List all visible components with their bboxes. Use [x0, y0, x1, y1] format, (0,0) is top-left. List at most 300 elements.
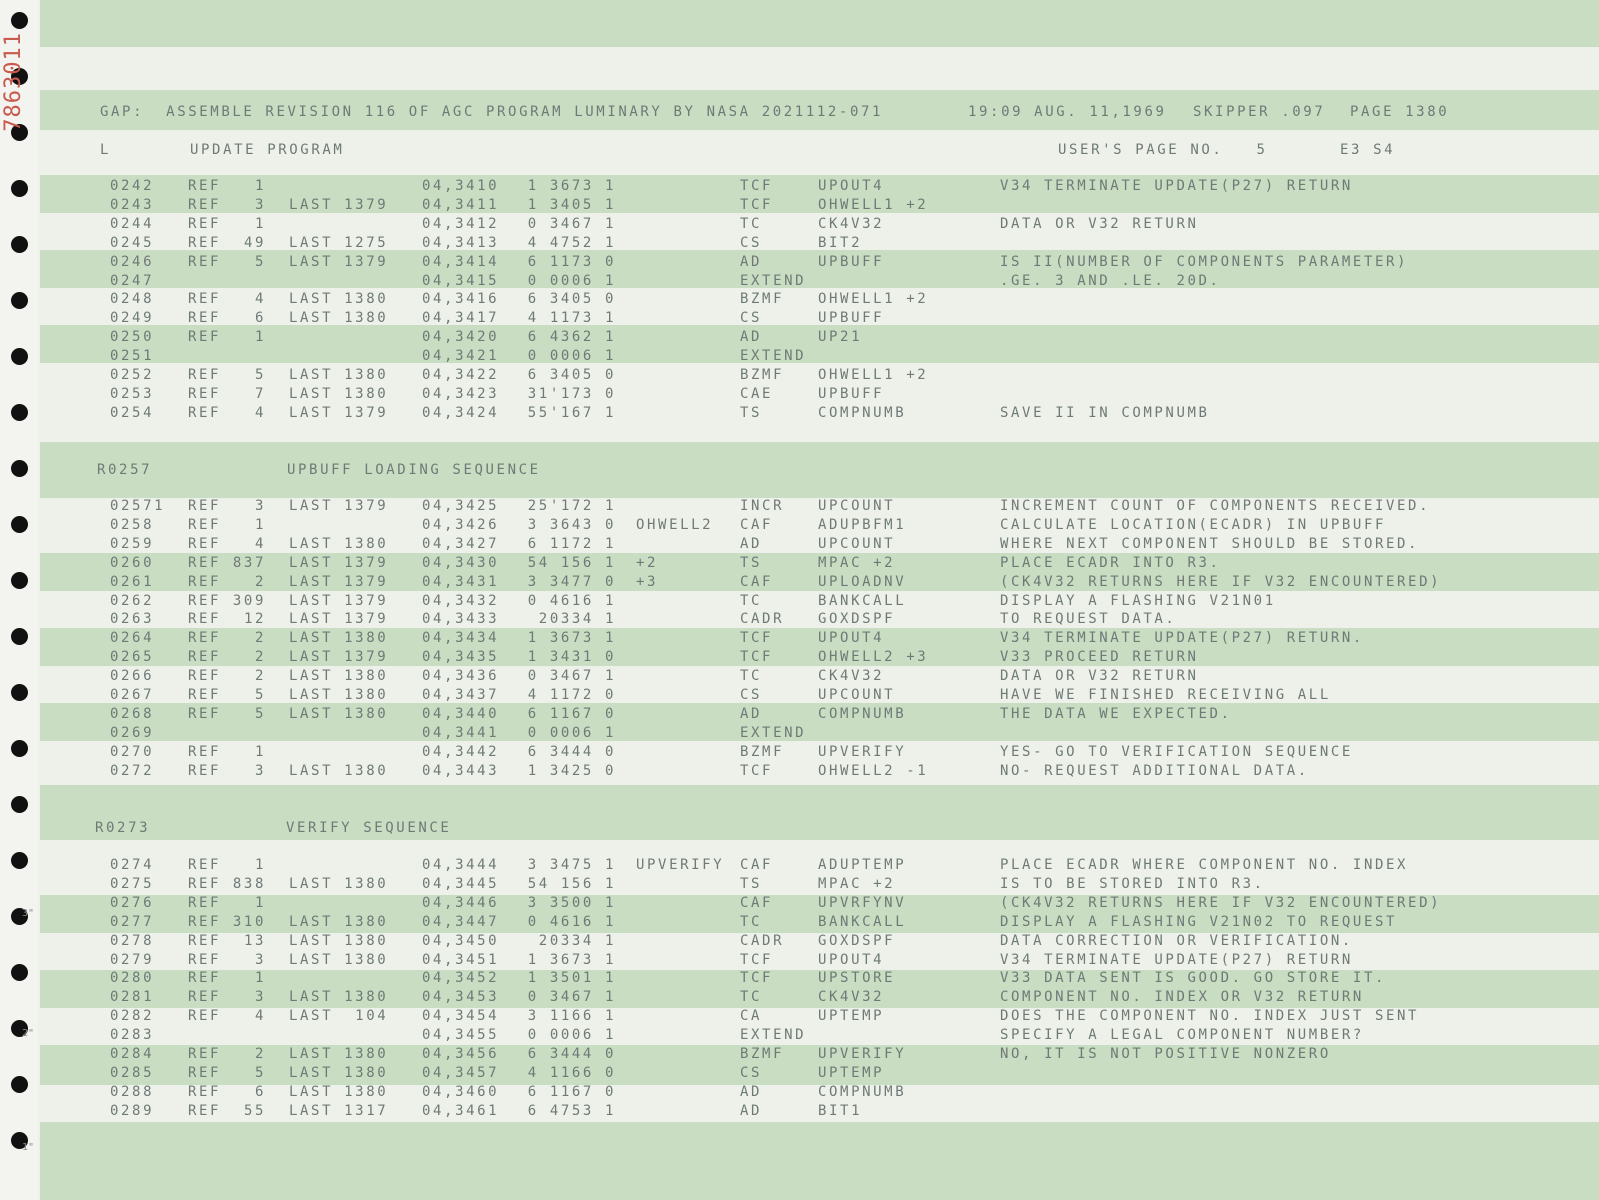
octal-code: 55'167 1	[527, 404, 616, 421]
operand: UPBUFF	[818, 385, 885, 402]
punch-hole-icon	[11, 348, 28, 365]
ref-tag: REF	[188, 989, 222, 1006]
address: 04,3412	[422, 215, 500, 232]
octal-code: 0 3467 1	[527, 215, 616, 232]
ref-tag: REF	[188, 234, 222, 251]
address: 04,3430	[422, 554, 500, 571]
operand: BIT2	[818, 234, 863, 251]
octal-code: 0 3467 1	[527, 668, 616, 685]
opcode: CS	[740, 1064, 763, 1081]
ref-tag: REF	[188, 630, 222, 647]
opcode: TCF	[740, 970, 774, 987]
octal-code: 3 3475 1	[527, 857, 616, 873]
line-number: 0251	[110, 348, 155, 365]
comment: IS II(NUMBER OF COMPONENTS PARAMETER)	[1000, 253, 1409, 270]
line-number: 0279	[110, 951, 155, 968]
address: 04,3431	[422, 573, 500, 590]
paper-band	[40, 442, 1599, 498]
opcode: CA	[740, 1008, 763, 1025]
address: 04,3424	[422, 404, 500, 421]
octal-code: 3 3643 0	[527, 516, 616, 533]
octal-code: 0 0006 1	[527, 348, 616, 365]
punch-hole-icon	[11, 572, 28, 589]
line-number: 0249	[110, 310, 155, 327]
comment: PLACE ECADR INTO R3.	[1000, 554, 1221, 571]
ref-count: 3	[254, 951, 266, 968]
comment: TO REQUEST DATA.	[1000, 611, 1177, 628]
ref-tag: REF	[188, 857, 222, 873]
punch-hole-icon	[11, 964, 28, 981]
line-number: 0270	[110, 743, 155, 760]
address: 04,3440	[422, 705, 500, 722]
ref-count: 12	[243, 611, 266, 628]
section-heading: UPBUFF LOADING SEQUENCE	[287, 462, 541, 478]
operand: UPCOUNT	[818, 687, 896, 703]
punch-hole-icon	[11, 852, 28, 869]
opcode: CADR	[740, 611, 785, 628]
timestamp: 19:09 AUG. 11,1969	[968, 104, 1167, 120]
line-number: 0254	[110, 404, 155, 421]
section-id: R0257	[97, 462, 153, 478]
ref-tag: REF	[188, 404, 222, 421]
octal-code: 25'172 1	[527, 498, 616, 514]
opcode: TCF	[740, 178, 774, 194]
operand: OHWELL1 +2	[818, 196, 929, 213]
opcode: CAE	[740, 385, 774, 402]
octal-code: 4 4752 1	[527, 234, 616, 251]
operand: UPOUT4	[818, 951, 885, 968]
opcode: CS	[740, 687, 763, 703]
ref-count: 837	[232, 554, 266, 571]
operand: CK4V32	[818, 989, 885, 1006]
line-number: 0265	[110, 649, 155, 666]
operand: OHWELL2 -1	[818, 762, 929, 779]
ref-count: 3	[254, 196, 266, 213]
opcode: CAF	[740, 516, 774, 533]
ref-tag: REF	[188, 875, 222, 892]
last-ref: LAST 104	[289, 1008, 389, 1025]
ref-tag: REF	[188, 196, 222, 213]
ref-tag: REF	[188, 1064, 222, 1081]
octal-code: 1 3673 1	[527, 951, 616, 968]
comment: NO, IT IS NOT POSITIVE NONZERO	[1000, 1046, 1331, 1062]
operand: UPOUT4	[818, 178, 885, 194]
comment: V34 TERMINATE UPDATE(P27) RETURN	[1000, 178, 1353, 194]
opcode: CAF	[740, 894, 774, 911]
octal-code: 6 1172 1	[527, 535, 616, 552]
opcode: BZMF	[740, 367, 785, 383]
opcode: CS	[740, 310, 763, 327]
operand: MPAC +2	[818, 554, 896, 571]
line-number: 0263	[110, 611, 155, 628]
opcode: AD	[740, 535, 763, 552]
ref-tag: REF	[188, 329, 222, 346]
punch-hole-icon	[11, 740, 28, 757]
line-number: 0246	[110, 253, 155, 270]
operand: COMPNUMB	[818, 1083, 907, 1100]
address: 04,3437	[422, 687, 500, 703]
line-number: 0283	[110, 1027, 155, 1044]
ref-count: 1	[254, 178, 266, 194]
paper-band	[40, 1122, 1599, 1200]
last-ref: LAST 1379	[289, 253, 389, 270]
comment: V33 DATA SENT IS GOOD. GO STORE IT.	[1000, 970, 1387, 987]
ref-count: 2	[254, 668, 266, 685]
operand: ADUPTEMP	[818, 857, 907, 873]
last-ref: LAST 1380	[289, 1046, 389, 1062]
statement-label: +3	[636, 573, 659, 590]
ref-count: 4	[254, 1008, 266, 1025]
last-ref: LAST 1380	[289, 951, 389, 968]
opcode: EXTEND	[740, 348, 807, 365]
opcode: TS	[740, 554, 763, 571]
last-ref: LAST 1380	[289, 310, 389, 327]
ruler-mark: 1"	[22, 1142, 35, 1153]
ref-count: 1	[254, 329, 266, 346]
octal-code: 0 0006 1	[527, 724, 616, 741]
ref-count: 1	[254, 970, 266, 987]
operand: MPAC +2	[818, 875, 896, 892]
line-number: 0281	[110, 989, 155, 1006]
ref-count: 2	[254, 573, 266, 590]
ruler-mark: 2"	[22, 1028, 35, 1039]
line-number: 0272	[110, 762, 155, 779]
opcode: TCF	[740, 762, 774, 779]
last-ref: LAST 1380	[289, 705, 389, 722]
operand: UPVERIFY	[818, 743, 907, 760]
opcode: TCF	[740, 649, 774, 666]
address: 04,3447	[422, 913, 500, 930]
comment: V34 TERMINATE UPDATE(P27) RETURN	[1000, 951, 1353, 968]
address: 04,3414	[422, 253, 500, 270]
ref-tag: REF	[188, 1083, 222, 1100]
line-number: 0266	[110, 668, 155, 685]
line-number: 0284	[110, 1046, 155, 1062]
octal-code: 6 3444 0	[527, 1046, 616, 1062]
operand: BANKCALL	[818, 913, 907, 930]
ref-count: 4	[254, 404, 266, 421]
operand: UPVRFYNV	[818, 894, 907, 911]
opcode: TS	[740, 875, 763, 892]
operand: COMPNUMB	[818, 705, 907, 722]
comment: SPECIFY A LEGAL COMPONENT NUMBER?	[1000, 1027, 1364, 1044]
ref-count: 13	[243, 932, 266, 949]
opcode: TS	[740, 404, 763, 421]
operand: GOXDSPF	[818, 932, 896, 949]
ref-tag: REF	[188, 951, 222, 968]
opcode: CS	[740, 234, 763, 251]
octal-code: 54 156 1	[527, 554, 616, 571]
line-number: 0282	[110, 1008, 155, 1025]
opcode: EXTEND	[740, 272, 807, 289]
comment: (CK4V32 RETURNS HERE IF V32 ENCOUNTERED)	[1000, 894, 1442, 911]
line-number: 0244	[110, 215, 155, 232]
comment: IS TO BE STORED INTO R3.	[1000, 875, 1265, 892]
page-number: PAGE 1380	[1350, 104, 1450, 120]
octal-code: 20334 1	[538, 611, 616, 628]
last-ref: LAST 1379	[289, 498, 389, 514]
address: 04,3434	[422, 630, 500, 647]
ref-tag: REF	[188, 253, 222, 270]
last-ref: LAST 1380	[289, 913, 389, 930]
ref-tag: REF	[188, 516, 222, 533]
operand: UPOUT4	[818, 630, 885, 647]
comment: PLACE ECADR WHERE COMPONENT NO. INDEX	[1000, 857, 1409, 873]
octal-code: 6 3405 0	[527, 291, 616, 308]
octal-code: 6 1167 0	[527, 705, 616, 722]
comment: NO- REQUEST ADDITIONAL DATA.	[1000, 762, 1309, 779]
ref-count: 838	[232, 875, 266, 892]
octal-code: 31'173 0	[527, 385, 616, 402]
operand: OHWELL2 +3	[818, 649, 929, 666]
octal-code: 0 0006 1	[527, 272, 616, 289]
last-ref: LAST 1380	[289, 875, 389, 892]
operand: UPBUFF	[818, 310, 885, 327]
ref-count: 7	[254, 385, 266, 402]
address: 04,3410	[422, 178, 500, 194]
opcode: AD	[740, 1083, 763, 1100]
ref-count: 2	[254, 649, 266, 666]
operand: CK4V32	[818, 668, 885, 685]
column-l: L	[100, 142, 112, 158]
octal-code: 6 3444 0	[527, 743, 616, 760]
section-heading: VERIFY SEQUENCE	[286, 820, 452, 836]
punch-hole-icon	[11, 236, 28, 253]
ref-count: 6	[254, 310, 266, 327]
address: 04,3441	[422, 724, 500, 741]
ref-tag: REF	[188, 705, 222, 722]
ref-tag: REF	[188, 932, 222, 949]
address: 04,3415	[422, 272, 500, 289]
users-page: USER'S PAGE NO. 5	[1058, 142, 1268, 158]
ref-tag: REF	[188, 385, 222, 402]
paper-band	[40, 785, 1599, 840]
address: 04,3443	[422, 762, 500, 779]
punch-hole-icon	[11, 684, 28, 701]
ref-count: 4	[254, 291, 266, 308]
ref-tag: REF	[188, 178, 222, 194]
punch-hole-icon	[11, 404, 28, 421]
ref-count: 5	[254, 253, 266, 270]
address: 04,3421	[422, 348, 500, 365]
line-number: 0285	[110, 1064, 155, 1081]
ref-count: 1	[254, 743, 266, 760]
operand: GOXDSPF	[818, 611, 896, 628]
octal-code: 6 1167 0	[527, 1083, 616, 1100]
skipper-id: SKIPPER .097	[1193, 104, 1326, 120]
opcode: TC	[740, 989, 763, 1006]
ref-tag: REF	[188, 535, 222, 552]
address: 04,3452	[422, 970, 500, 987]
punch-hole-icon	[11, 292, 28, 309]
ref-count: 2	[254, 1046, 266, 1062]
ref-tag: REF	[188, 1102, 222, 1119]
punch-hole-icon	[11, 180, 28, 197]
operand: UPTEMP	[818, 1008, 885, 1025]
punch-hole-icon	[11, 460, 28, 477]
ref-count: 3	[254, 498, 266, 514]
ref-count: 3	[254, 989, 266, 1006]
line-number: 0275	[110, 875, 155, 892]
comment: V33 PROCEED RETURN	[1000, 649, 1199, 666]
address: 04,3446	[422, 894, 500, 911]
punch-hole-icon	[11, 1076, 28, 1093]
ref-tag: REF	[188, 611, 222, 628]
line-number: 0278	[110, 932, 155, 949]
comment: DATA OR V32 RETURN	[1000, 668, 1199, 685]
ref-count: 49	[243, 234, 266, 251]
address: 04,3432	[422, 592, 500, 609]
address: 04,3417	[422, 310, 500, 327]
operand: UPBUFF	[818, 253, 885, 270]
last-ref: LAST 1380	[289, 291, 389, 308]
octal-code: 3 3477 0	[527, 573, 616, 590]
address: 04,3433	[422, 611, 500, 628]
operand: UPSTORE	[818, 970, 896, 987]
address: 04,3413	[422, 234, 500, 251]
line-number: 0268	[110, 705, 155, 722]
ref-count: 5	[254, 367, 266, 383]
ref-count: 4	[254, 535, 266, 552]
ref-tag: REF	[188, 310, 222, 327]
opcode: EXTEND	[740, 1027, 807, 1044]
punch-hole-icon	[11, 628, 28, 645]
octal-code: 1 3431 0	[527, 649, 616, 666]
statement-label: UPVERIFY	[636, 857, 725, 873]
octal-code: 6 4753 1	[527, 1102, 616, 1119]
line-number: 0261	[110, 573, 155, 590]
ref-count: 55	[243, 1102, 266, 1119]
ref-tag: REF	[188, 913, 222, 930]
operand: UP21	[818, 329, 863, 346]
opcode: TC	[740, 668, 763, 685]
operand: BANKCALL	[818, 592, 907, 609]
octal-code: 1 3673 1	[527, 630, 616, 647]
octal-code: 4 1172 0	[527, 687, 616, 703]
line-number: 0253	[110, 385, 155, 402]
ref-tag: REF	[188, 970, 222, 987]
address: 04,3454	[422, 1008, 500, 1025]
last-ref: LAST 1380	[289, 668, 389, 685]
line-number: 0267	[110, 687, 155, 703]
address: 04,3425	[422, 498, 500, 514]
operand: BIT1	[818, 1102, 863, 1119]
comment: DOES THE COMPONENT NO. INDEX JUST SENT	[1000, 1008, 1420, 1025]
opcode: CADR	[740, 932, 785, 949]
comment: DATA OR V32 RETURN	[1000, 215, 1199, 232]
line-number: 0264	[110, 630, 155, 647]
comment: HAVE WE FINISHED RECEIVING ALL	[1000, 687, 1331, 703]
operand: UPCOUNT	[818, 498, 896, 514]
punch-hole-icon	[11, 12, 28, 29]
last-ref: LAST 1380	[289, 535, 389, 552]
ref-tag: REF	[188, 215, 222, 232]
opcode: INCR	[740, 498, 785, 514]
line-number: 0250	[110, 329, 155, 346]
ref-tag: REF	[188, 687, 222, 703]
line-number: 0289	[110, 1102, 155, 1119]
opcode: TC	[740, 913, 763, 930]
ref-count: 1	[254, 516, 266, 533]
address: 04,3423	[422, 385, 500, 402]
operand: UPCOUNT	[818, 535, 896, 552]
comment: COMPONENT NO. INDEX OR V32 RETURN	[1000, 989, 1364, 1006]
last-ref: LAST 1275	[289, 234, 389, 251]
line-number: 0247	[110, 272, 155, 289]
octal-code: 6 1173 0	[527, 253, 616, 270]
ref-tag: REF	[188, 573, 222, 590]
octal-code: 0 3467 1	[527, 989, 616, 1006]
comment: .GE. 3 AND .LE. 20D.	[1000, 272, 1221, 289]
octal-code: 20334 1	[538, 932, 616, 949]
octal-code: 0 4616 1	[527, 913, 616, 930]
address: 04,3444	[422, 857, 500, 873]
address: 04,3455	[422, 1027, 500, 1044]
operand: CK4V32	[818, 215, 885, 232]
line-number: 0269	[110, 724, 155, 741]
octal-code: 6 4362 1	[527, 329, 616, 346]
address: 04,3420	[422, 329, 500, 346]
operand: OHWELL1 +2	[818, 367, 929, 383]
comment: (CK4V32 RETURNS HERE IF V32 ENCOUNTERED)	[1000, 573, 1442, 590]
line-number: 0245	[110, 234, 155, 251]
opcode: AD	[740, 329, 763, 346]
address: 04,3445	[422, 875, 500, 892]
ruler-mark: 3"	[22, 908, 35, 919]
comment: V34 TERMINATE UPDATE(P27) RETURN.	[1000, 630, 1364, 647]
line-number: 0248	[110, 291, 155, 308]
punch-hole-icon	[11, 516, 28, 533]
opcode: AD	[740, 253, 763, 270]
ref-tag: REF	[188, 1046, 222, 1062]
ref-count: 3	[254, 762, 266, 779]
ref-tag: REF	[188, 762, 222, 779]
opcode: CAF	[740, 857, 774, 873]
punch-hole-icon	[11, 796, 28, 813]
address: 04,3450	[422, 932, 500, 949]
address: 04,3453	[422, 989, 500, 1006]
ref-count: 309	[232, 592, 266, 609]
comment: SAVE II IN COMPNUMB	[1000, 404, 1210, 421]
octal-code: 4 1166 0	[527, 1064, 616, 1081]
address: 04,3451	[422, 951, 500, 968]
address: 04,3411	[422, 196, 500, 213]
ref-count: 1	[254, 857, 266, 873]
ref-count: 5	[254, 1064, 266, 1081]
ref-count: 5	[254, 705, 266, 722]
opcode: BZMF	[740, 743, 785, 760]
last-ref: LAST 1380	[289, 367, 389, 383]
operand: UPLOADNV	[818, 573, 907, 590]
ref-count: 310	[232, 913, 266, 930]
operand: UPTEMP	[818, 1064, 885, 1081]
comment: DISPLAY A FLASHING V21N02 TO REQUEST	[1000, 913, 1398, 930]
comment: DISPLAY A FLASHING V21N01	[1000, 592, 1276, 609]
operand: UPVERIFY	[818, 1046, 907, 1062]
operand: ADUPBFM1	[818, 516, 907, 533]
line-number: 0242	[110, 178, 155, 194]
address: 04,3416	[422, 291, 500, 308]
ref-tag: REF	[188, 894, 222, 911]
opcode: BZMF	[740, 291, 785, 308]
ref-tag: REF	[188, 649, 222, 666]
line-number: 0274	[110, 857, 155, 873]
line-number: 02571	[110, 498, 166, 514]
paper-band	[40, 0, 1599, 47]
octal-code: 3 3500 1	[527, 894, 616, 911]
ref-tag: REF	[188, 1008, 222, 1025]
ref-count: 1	[254, 215, 266, 232]
